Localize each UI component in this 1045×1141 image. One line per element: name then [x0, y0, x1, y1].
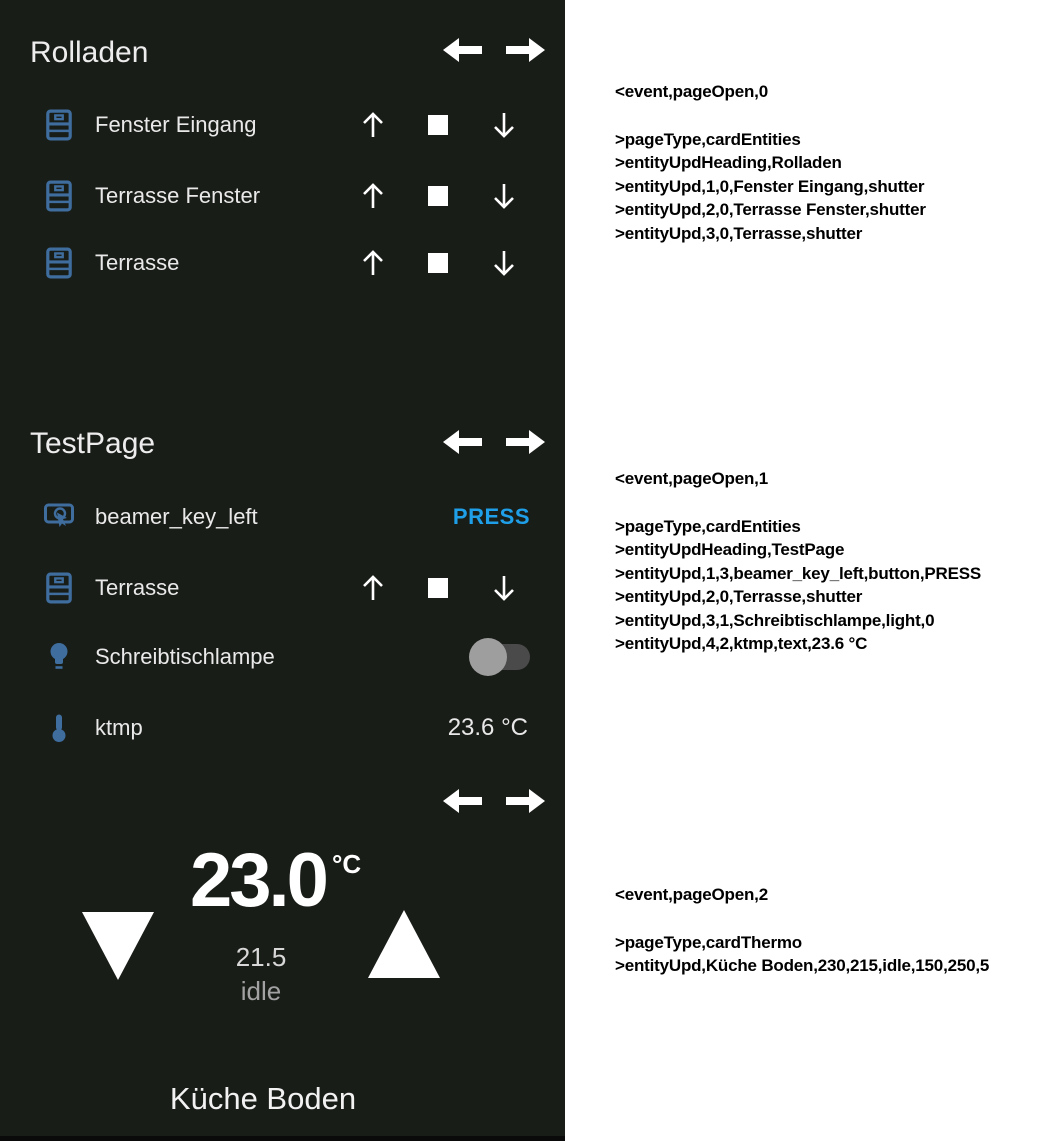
shutter-down-button[interactable]: [491, 248, 517, 278]
next-page-button[interactable]: [506, 430, 545, 454]
shutter-stop-button[interactable]: [428, 186, 448, 206]
panel-bottom-strip: [0, 1136, 565, 1141]
arrow-left-icon: [443, 789, 482, 813]
light-toggle[interactable]: [474, 644, 530, 670]
protocol-line: >pageType,cardThermo: [615, 932, 802, 952]
shutter-stop-button[interactable]: [428, 578, 448, 598]
protocol-block-page1: [615, 467, 1035, 656]
protocol-line: >entityUpd,Küche Boden,230,215,idle,150,250,5: [615, 956, 990, 975]
arrow-right-icon: [506, 430, 545, 454]
next-page-button[interactable]: [506, 789, 545, 813]
temp-down-button[interactable]: [82, 912, 154, 980]
shutter-stop-button[interactable]: [428, 115, 448, 135]
entity-label: Fenster Eingang: [95, 112, 257, 137]
arrow-right-icon: [506, 789, 545, 813]
thermostat-name: Küche Boden: [169, 1081, 357, 1116]
protocol-line: >entityUpd,3,0,Terrasse,shutter: [615, 223, 863, 243]
entity-label: Schreibtischlampe: [95, 644, 275, 669]
entity-label: Terrasse: [95, 250, 180, 275]
press-button[interactable]: PRESS: [452, 504, 530, 529]
thermometer-icon: [44, 712, 74, 744]
shutter-down-button[interactable]: [491, 181, 517, 211]
gesture-tap-button-icon: [44, 501, 74, 533]
prev-page-button[interactable]: [443, 38, 482, 62]
arrow-up-icon: [360, 181, 386, 211]
lightbulb-icon: [44, 641, 74, 673]
arrow-down-icon: [491, 573, 517, 603]
entity-row: [0, 558, 565, 618]
arrow-up-icon: [360, 110, 386, 140]
protocol-block-page2: [615, 883, 1035, 978]
arrow-up-icon: [360, 573, 386, 603]
protocol-line: <event,pageOpen,0: [615, 82, 768, 101]
entity-value: 23.6 °C: [447, 714, 528, 741]
page-title-testpage: TestPage: [30, 427, 156, 460]
arrow-left-icon: [443, 38, 482, 62]
prev-page-button[interactable]: [443, 430, 482, 454]
toggle-knob: [469, 638, 507, 676]
shutter-up-button[interactable]: [360, 110, 386, 140]
shutter-up-button[interactable]: [360, 573, 386, 603]
window-shutter-icon: [44, 109, 74, 141]
entity-row: [0, 166, 565, 226]
arrow-right-icon: [506, 38, 545, 62]
arrow-down-icon: [491, 248, 517, 278]
temp-up-button[interactable]: [368, 910, 440, 978]
entity-label: Terrasse: [95, 575, 180, 600]
current-temperature: 23.0: [190, 838, 326, 923]
triangle-up-icon: [368, 910, 440, 978]
temperature-unit: °C: [332, 849, 362, 879]
protocol-line: >entityUpd,3,1,Schreibtischlampe,light,0: [615, 610, 935, 630]
entity-row: [0, 95, 565, 155]
next-page-button[interactable]: [506, 38, 545, 62]
triangle-down-icon: [82, 912, 154, 980]
shutter-down-button[interactable]: [491, 110, 517, 140]
protocol-line: >pageType,cardEntities: [615, 129, 801, 149]
entity-label: beamer_key_left: [95, 504, 258, 529]
protocol-line: >entityUpd,1,0,Fenster Eingang,shutter: [615, 176, 925, 196]
thermostat-state: idle: [240, 976, 282, 1006]
protocol-line: >entityUpd,2,0,Terrasse Fenster,shutter: [615, 200, 926, 219]
window-shutter-icon: [44, 247, 74, 279]
target-temperature: 21.5: [235, 942, 287, 972]
entity-row: [0, 698, 565, 758]
shutter-stop-button[interactable]: [428, 253, 448, 273]
protocol-line: <event,pageOpen,2: [615, 885, 768, 904]
protocol-line: >pageType,cardEntities: [615, 516, 801, 536]
entity-row: [0, 627, 565, 687]
entity-row: [0, 487, 565, 547]
protocol-line: >entityUpd,1,3,beamer_key_left,button,PRESS: [615, 563, 981, 583]
prev-page-button[interactable]: [443, 789, 482, 813]
shutter-up-button[interactable]: [360, 181, 386, 211]
arrow-down-icon: [491, 110, 517, 140]
protocol-block-page0: [615, 80, 1035, 245]
protocol-line: >entityUpd,2,0,Terrasse,shutter: [615, 587, 863, 606]
protocol-line: >entityUpdHeading,TestPage: [615, 540, 845, 559]
entity-label: ktmp: [95, 715, 143, 740]
arrow-up-icon: [360, 248, 386, 278]
entity-label: Terrasse Fenster: [95, 183, 261, 208]
window-shutter-icon: [44, 180, 74, 212]
arrow-left-icon: [443, 430, 482, 454]
window-shutter-icon: [44, 572, 74, 604]
protocol-line: >entityUpd,4,2,ktmp,text,23.6 °C: [615, 634, 868, 653]
page-title-rolladen: Rolladen: [30, 36, 149, 69]
protocol-line: <event,pageOpen,1: [615, 469, 768, 488]
shutter-up-button[interactable]: [360, 248, 386, 278]
protocol-line: >entityUpdHeading,Rolladen: [615, 153, 842, 172]
shutter-down-button[interactable]: [491, 573, 517, 603]
arrow-down-icon: [491, 181, 517, 211]
entity-row: [0, 233, 565, 293]
